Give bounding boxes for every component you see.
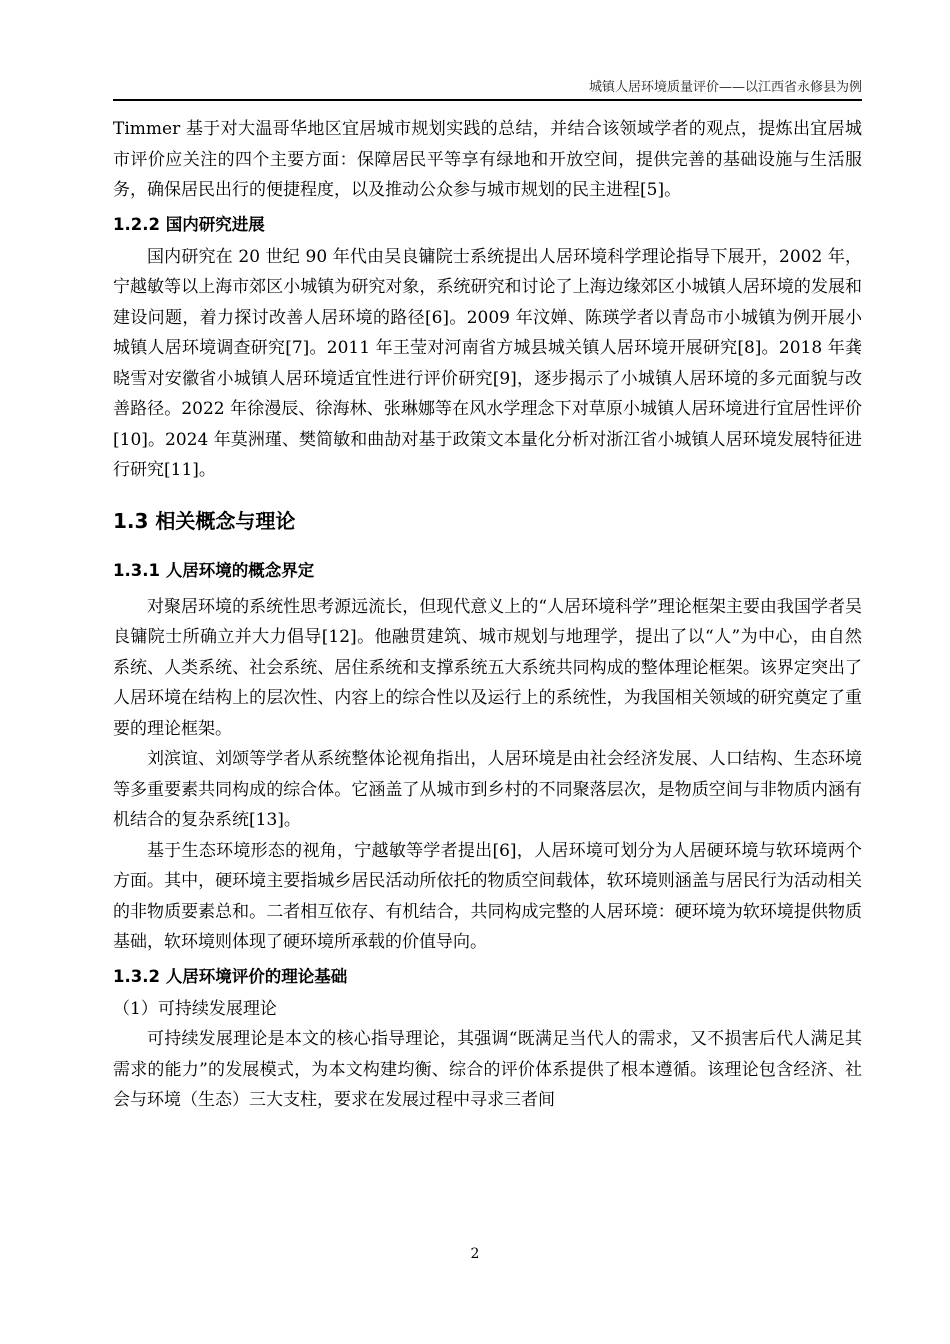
heading-1-3-1: 1.3.1 人居环境的概念界定 bbox=[113, 560, 315, 580]
paragraph-concept-1: 对聚居环境的系统性思考源远流长，但现代意义上的“人居环境科学”理论框架主要由我国学者吴良镛院士所确立并大力倡导[12]。他融贯建筑、城市规划与地理学，提出了以“人”为中心，由自然系统、人类系统、社会系统、居住系统和支撑系统五大系统共同构成的整体理论框架。该界定突出了人居环境在结构上的层次性、内容上的综合性以及运行上的系统性，为我国相关领域的研究奠定了重要的理论框架。 bbox=[113, 596, 862, 739]
paragraph-concept-2: 刘滨谊、刘颂等学者从系统整体论视角指出，人居环境是由社会经济发展、人口结构、生态环境等多重要素共同构成的综合体。它涵盖了从城市到乡村的不同聚落层次，是物质空间与非物质内涵有机结合的复杂系统[13]。 bbox=[113, 749, 862, 830]
list-item-sustainable: （1）可持续发展理论 bbox=[113, 998, 277, 1019]
heading-1-2-2: 1.2.2 国内研究进展 bbox=[113, 214, 265, 234]
paragraph-sustainable-theory: 可持续发展理论是本文的核心指导理论，其强调“既满足当代人的需求，又不损害后代人满足其需求的能力”的发展模式，为本文构建均衡、综合的评价体系提供了根本遵循。该理论包含经济、社会与环境（生态）三大支柱，要求在发展过程中寻求三者间 bbox=[113, 1029, 862, 1110]
paragraph-concept-3: 基于生态环境形态的视角，宁越敏等学者提出[6]，人居环境可划分为人居硬环境与软环境两个方面。其中，硬环境主要指城乡居民活动所依托的物质空间载体，软环境则涵盖与居民行为活动相关的非物质要素总和。二者相互依存、有机结合，共同构成完整的人居环境：硬环境为软环境提供物质基础，软环境则体现了硬环境所承载的价值导向。 bbox=[113, 840, 862, 952]
page-body bbox=[113, 114, 862, 1116]
heading-1-3-2: 1.3.2 人居环境评价的理论基础 bbox=[113, 966, 348, 986]
paragraph-domestic-research: 国内研究在 20 世纪 90 年代由吴良镛院士系统提出人居环境科学理论指导下展开，2002 年，宁越敏等以上海市郊区小城镇为研究对象，系统研究和讨论了上海边缘郊区小城镇人居环境的发展和建设问题，着力探讨改善人居环境的路径[6]。2009 年汶婵、陈瑛学者以青岛市小城镇为例开展小城镇人居环境调查研究[7]。2011 年王莹对河南省方城县城关镇人居环境开展研究[8]。2018 年龚晓雪对安徽省小城镇人居环境适宜性进行评价研究[9]，逐步揭示了小城镇人居环境的多元面貌与改善路径。2022 年徐漫辰、徐海林、张琳娜等在风水学理念下对草原小城镇人居环境进行宜居性评价[10]。2024 年莫洲瑾、樊简敏和曲劼对基于政策文本量化分析对浙江省小城镇人居环境发展特征进行研究[11]。 bbox=[113, 246, 862, 480]
page-number: 2 bbox=[470, 1246, 480, 1262]
header-divider bbox=[113, 99, 862, 101]
running-header: 城镇人居环境质量评价——以江西省永修县为例 bbox=[588, 80, 862, 95]
paragraph-timmer: Timmer 基于对大温哥华地区宜居城市规划实践的总结，并结合该领域学者的观点，提炼出宜居城市评价应关注的四个主要方面：保障居民平等享有绿地和开放空间，提供完善的基础设施与生活服务，确保居民出行的便捷程度，以及推动公众参与城市规划的民主进程[5]。 bbox=[113, 119, 862, 200]
heading-1-3: 1.3 相关概念与理论 bbox=[113, 508, 296, 533]
